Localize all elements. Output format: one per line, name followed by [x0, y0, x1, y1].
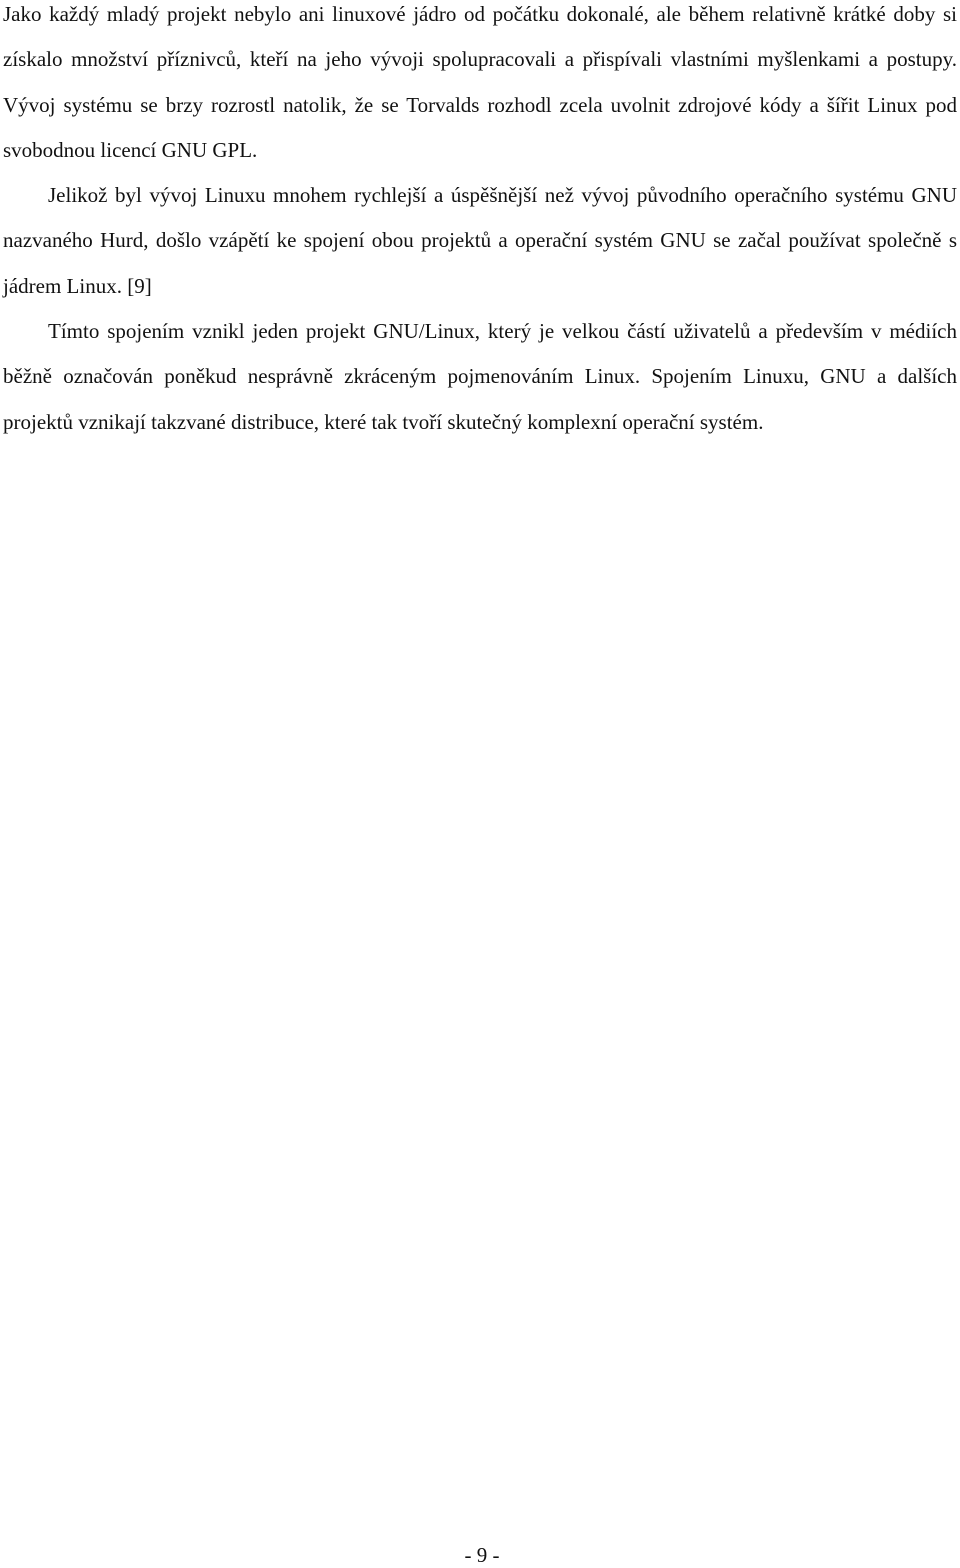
body-text: [3, 0, 957, 445]
paragraph-1: Jako každý mladý projekt nebylo ani linuxové jádro od počátku dokonalé, ale během relativně krátké doby si získalo množství příznivců, kteří na jeho vývoji spolupracovali a přispívali vlastními myšlenkami a postupy. Vývoj systému se brzy rozrostl natolik, že se Torvalds rozhodl zcela uvolnit zdrojové kódy a šířit Linux pod svobodnou licencí GNU GPL.: [3, 2, 957, 162]
page-number: - 9 -: [464, 1543, 500, 1567]
paragraph-2: Jelikož byl vývoj Linuxu mnohem rychlejší a úspěšnější než vývoj původního operačního systému GNU nazvaného Hurd, došlo vzápětí ke spojení obou projektů a operační systém GNU se začal používat společně s jádrem Linux. [9]: [3, 183, 957, 298]
paragraph-3: Tímto spojením vznikl jeden projekt GNU/Linux, který je velkou částí uživatelů a především v médiích běžně označován poněkud nesprávně zkráceným pojmenováním Linux. Spojením Linuxu, GNU a dalších projektů vznikají takzvané distribuce, které tak tvoří skutečný komplexní operační systém.: [3, 319, 957, 434]
